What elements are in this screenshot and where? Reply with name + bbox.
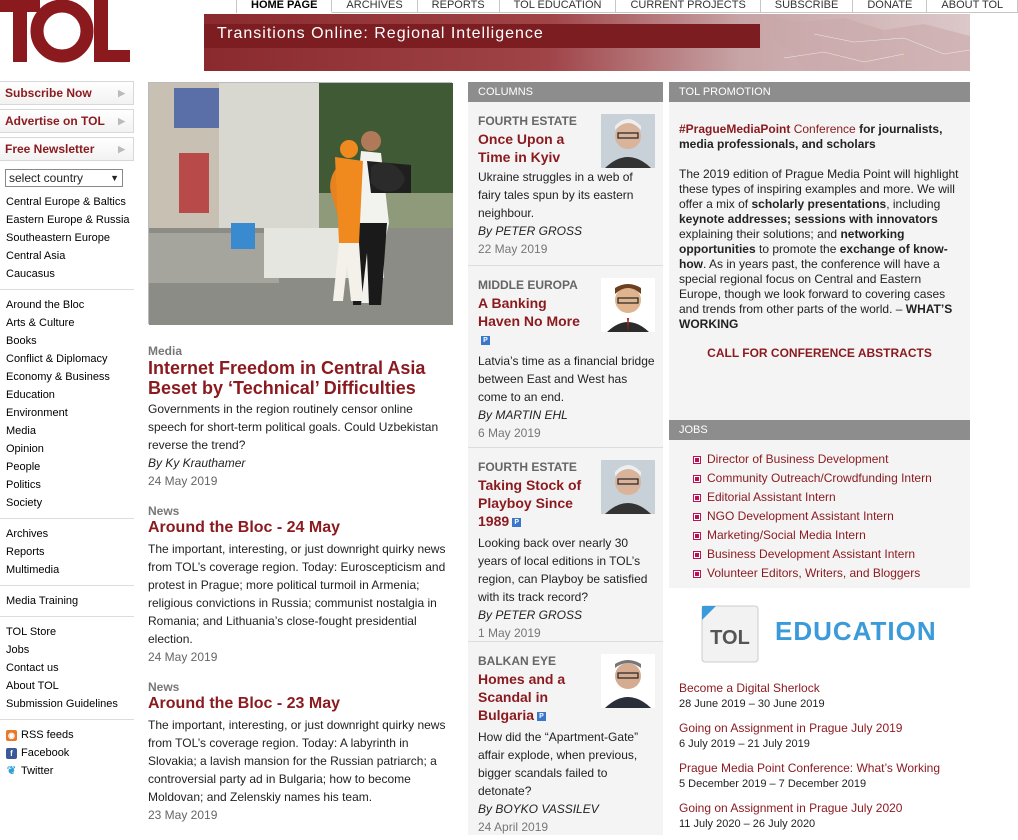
story-headline[interactable]: Around the Bloc - 24 May: [148, 519, 341, 536]
rss-link[interactable]: [6, 726, 134, 744]
job-title: Volunteer Editors, Writers, and Bloggers: [707, 566, 921, 580]
nav-tol-education[interactable]: TOL EDUCATION: [500, 0, 617, 13]
topic-link[interactable]: Conflict & Diplomacy: [6, 353, 108, 365]
chevron-right-icon: ▶: [118, 144, 125, 154]
advertise-button[interactable]: [0, 109, 134, 133]
lead-headline[interactable]: Internet Freedom in Central Asia Beset by ‘Technical’ Difficulties: [148, 358, 426, 398]
street-scene-image: [149, 83, 453, 325]
story-headline[interactable]: Around the Bloc - 23 May: [148, 695, 341, 712]
promo-hashtag-rest: Conference: [790, 122, 856, 136]
job-title: Business Development Assistant Intern: [707, 547, 916, 561]
column-title[interactable]: Once Upon a Time in Kyiv: [478, 131, 565, 165]
bullet-icon: [693, 475, 701, 483]
twitter-link[interactable]: [6, 762, 134, 780]
job-link[interactable]: [693, 507, 970, 526]
misc-link[interactable]: Jobs: [6, 644, 30, 656]
column-item: [468, 642, 663, 834]
column-title-text: A Banking Haven No More: [478, 295, 580, 329]
column-title-text: Homes and a Scandal in Bulgaria: [478, 671, 566, 723]
lead-teaser: Governments in the region routinely censor online speech for short-term political goals. Could Uzbekistan reverse the trend?: [148, 402, 439, 452]
site-tagline: Transitions Online: Regional Intelligence: [217, 25, 544, 42]
facebook-label: Facebook: [21, 747, 70, 759]
topic-link[interactable]: Environment: [6, 407, 68, 419]
job-link[interactable]: [693, 488, 970, 507]
column-byline: By BOYKO VASSILEV: [478, 802, 599, 816]
subscribe-now-button[interactable]: [0, 81, 134, 105]
bullet-icon: [693, 513, 701, 521]
author-portrait: [601, 278, 655, 332]
social-list: [0, 720, 134, 786]
columns-header: COLUMNS: [468, 82, 663, 102]
tol-education-logo[interactable]: [700, 604, 760, 664]
course-title[interactable]: Going on Assignment in Prague July 2020: [679, 801, 903, 815]
story-date: 23 May 2019: [148, 808, 218, 822]
jobs-header: JOBS: [669, 420, 970, 440]
topic-link[interactable]: People: [6, 461, 41, 473]
nav-about-tol[interactable]: ABOUT TOL: [927, 0, 1018, 13]
course-dates: 28 June 2019 – 30 June 2019: [679, 698, 825, 710]
topic-link[interactable]: Books: [6, 335, 37, 347]
pin-icon: P: [537, 712, 546, 721]
chevron-right-icon: ▶: [118, 88, 125, 98]
topic-link[interactable]: Society: [6, 497, 43, 509]
advertise-label: Advertise on TOL: [5, 114, 105, 128]
promo-body: The 2019 edition of Prague Media Point will highlight these types of inspiring examples and more. We will offer a mix of scholarly presentations, including keynote addresses; sessions with innovators explaining their solutions; and networking opportunities to promote the exchange of know-how. As in years past, the conference will have a special regional focus on Central and Eastern Europe, though we look forward to covering cases and trends from other parts of the world. – WHAT’S WORKING: [679, 167, 959, 331]
tol-logo[interactable]: [0, 0, 130, 66]
job-title: Director of Business Development: [707, 452, 889, 466]
misc-link[interactable]: Submission Guidelines: [6, 698, 118, 710]
free-newsletter-button[interactable]: [0, 137, 134, 161]
topic-link[interactable]: Opinion: [6, 443, 44, 455]
top-navigation: [236, 0, 1018, 13]
column-title[interactable]: [478, 670, 578, 724]
column-byline: By PETER GROSS: [478, 608, 583, 622]
chevron-right-icon: ▶: [118, 116, 125, 126]
job-title: NGO Development Assistant Intern: [707, 509, 894, 523]
misc-link[interactable]: About TOL: [6, 680, 59, 692]
main-column: [148, 82, 454, 824]
story-section: News: [148, 680, 180, 694]
topics-list: [0, 290, 134, 519]
pin-icon: P: [481, 336, 490, 345]
topic-link[interactable]: Economy & Business: [6, 371, 110, 383]
job-link[interactable]: [693, 564, 970, 583]
job-link[interactable]: [693, 545, 970, 564]
course-dates: 11 July 2020 – 26 July 2020: [679, 818, 816, 830]
region-link[interactable]: Central Europe & Baltics: [6, 196, 126, 208]
country-select[interactable]: [5, 169, 123, 187]
promo-lead[interactable]: [679, 122, 960, 152]
course-item: [679, 720, 940, 752]
chevron-down-icon: ▼: [110, 173, 119, 183]
job-link[interactable]: [693, 450, 970, 469]
job-title: Editorial Assistant Intern: [707, 490, 836, 504]
story-teaser: The important, interesting, or just downright quirky news from TOL’s coverage region. Today: A labyrinth in Slovakia; a lavish mansion for the Russian patriarch; a controversial party ad in Bulgaria; how to become Moldovan; and Zelenskiy names his team.: [148, 718, 446, 804]
lead-section: Media: [148, 344, 183, 358]
region-link[interactable]: Central Asia: [6, 250, 66, 262]
pin-icon: P: [512, 518, 521, 527]
column-kicker: FOURTH ESTATE: [478, 114, 577, 128]
call-for-abstracts-link[interactable]: CALL FOR CONFERENCE ABSTRACTS: [707, 346, 932, 360]
region-link[interactable]: Eastern Europe & Russia: [6, 214, 130, 226]
column-teaser: Latvia’s time as a financial bridge between East and West has come to an end.: [478, 354, 655, 404]
story-date: 24 May 2019: [148, 650, 218, 664]
story-section: News: [148, 504, 180, 518]
promo-block: [669, 102, 970, 420]
twitter-label: Twitter: [21, 765, 54, 777]
columns-panel: [468, 82, 663, 835]
column-teaser: Ukraine struggles in a web of fairy tales spun by its eastern neighbour.: [478, 170, 634, 220]
course-title[interactable]: Become a Digital Sherlock: [679, 681, 820, 695]
course-title[interactable]: Going on Assignment in Prague July 2019: [679, 721, 903, 735]
jobs-list: [669, 440, 970, 605]
header-banner: [204, 14, 970, 71]
job-link[interactable]: [693, 469, 970, 488]
nav-donate[interactable]: DONATE: [853, 0, 927, 13]
facebook-link[interactable]: [6, 744, 134, 762]
course-item: [679, 800, 940, 832]
course-title[interactable]: Prague Media Point Conference: What’s Working: [679, 761, 941, 775]
bullet-icon: [693, 551, 701, 559]
story-teaser: The important, interesting, or just downright quirky news from TOL’s coverage region. Today: Euroscepticism and protest in Prague; more political turmoil in Armenia; religious convictions in Russia; communist nostalgia in Romania; and Lithuania’s close-fought presidential election.: [148, 542, 446, 646]
course-dates: 5 December 2019 – 7 December 2019: [679, 778, 867, 790]
topic-link[interactable]: Education: [6, 389, 55, 401]
promo-header: TOL PROMOTION: [669, 82, 970, 102]
misc-list: [0, 617, 134, 720]
column-item: [468, 266, 663, 448]
promo-hashtag: #PragueMediaPoint: [679, 122, 791, 136]
nav-archives[interactable]: ARCHIVES: [332, 0, 417, 13]
job-link[interactable]: [693, 526, 970, 545]
facebook-icon: f: [6, 748, 17, 759]
author-portrait: [601, 654, 655, 708]
bullet-icon: [693, 570, 701, 578]
column-date: 1 May 2019: [478, 626, 541, 640]
subscribe-now-label: Subscribe Now: [5, 86, 92, 100]
region-link[interactable]: Southeastern Europe: [6, 232, 110, 244]
column-kicker: MIDDLE EUROPA: [478, 278, 578, 292]
region-link[interactable]: Caucasus: [6, 268, 55, 280]
archive-link[interactable]: Reports: [6, 546, 45, 558]
courses-list: [679, 680, 940, 840]
archive-list: [0, 519, 134, 586]
topic-link[interactable]: Around the Bloc: [6, 299, 85, 311]
topic-link[interactable]: Media: [6, 425, 36, 437]
column-kicker: BALKAN EYE: [478, 654, 557, 668]
training-list: [0, 586, 134, 617]
misc-link[interactable]: Contact us: [6, 662, 59, 674]
bullet-icon: [693, 494, 701, 502]
column-item: [468, 102, 663, 266]
author-portrait: [601, 114, 655, 168]
free-newsletter-label: Free Newsletter: [5, 142, 95, 156]
promo-lead-text: for journalists, media professionals, and scholars: [679, 122, 943, 151]
column-date: 6 May 2019: [478, 426, 541, 440]
country-select-value: select country: [9, 171, 84, 185]
right-panel: [669, 82, 970, 835]
lead-story-photo[interactable]: [148, 82, 452, 324]
job-title: Community Outreach/Crowdfunding Intern: [707, 471, 932, 485]
bullet-icon: [693, 456, 701, 464]
rss-label: RSS feeds: [21, 729, 74, 741]
education-wordmark: EDUCATION: [775, 616, 937, 646]
misc-link[interactable]: TOL Store: [6, 626, 57, 638]
twitter-icon: ❦: [6, 764, 17, 777]
svg-text:TOL: TOL: [710, 627, 750, 649]
column-byline: By PETER GROSS: [478, 224, 583, 238]
course-dates: 6 July 2019 – 21 July 2019: [679, 738, 810, 750]
nav-reports[interactable]: REPORTS: [418, 0, 500, 13]
nav-subscribe[interactable]: SUBSCRIBE: [761, 0, 854, 13]
nav-home-page[interactable]: HOME PAGE: [237, 0, 332, 13]
archive-link[interactable]: Multimedia: [6, 564, 60, 576]
education-block: [669, 588, 970, 835]
column-kicker: FOURTH ESTATE: [478, 460, 577, 474]
left-sidebar: [0, 81, 134, 786]
column-title[interactable]: [478, 294, 588, 348]
column-item: [468, 448, 663, 642]
archive-link[interactable]: Archives: [6, 528, 49, 540]
topic-link[interactable]: Politics: [6, 479, 41, 491]
lead-date: 24 May 2019: [148, 474, 218, 488]
column-teaser: Looking back over nearly 30 years of local editions in TOL’s region, can Playboy be satisfied with its track record?: [478, 536, 648, 604]
column-title[interactable]: [478, 476, 588, 530]
author-portrait: [601, 460, 655, 514]
nav-current-projects[interactable]: CURRENT PROJECTS: [616, 0, 760, 13]
topic-link[interactable]: Arts & Culture: [6, 317, 75, 329]
job-title: Marketing/Social Media Intern: [707, 528, 866, 542]
column-byline: By MARTIN EHL: [478, 408, 568, 422]
column-date: 24 April 2019: [478, 820, 549, 834]
regions-list: [0, 187, 134, 290]
column-title-text: Taking Stock of Playboy Since 1989: [478, 477, 582, 529]
column-date: 22 May 2019: [478, 242, 548, 256]
training-link[interactable]: Media Training: [6, 595, 79, 607]
column-teaser: How did the “Apartment-Gate” affair explode, when previous, bigger scandals failed to detonate?: [478, 730, 639, 798]
rss-icon: ◉: [6, 730, 17, 741]
lead-byline: By Ky Krauthamer: [148, 456, 246, 470]
course-item: [679, 680, 940, 712]
course-item: [679, 760, 940, 792]
bullet-icon: [693, 532, 701, 540]
